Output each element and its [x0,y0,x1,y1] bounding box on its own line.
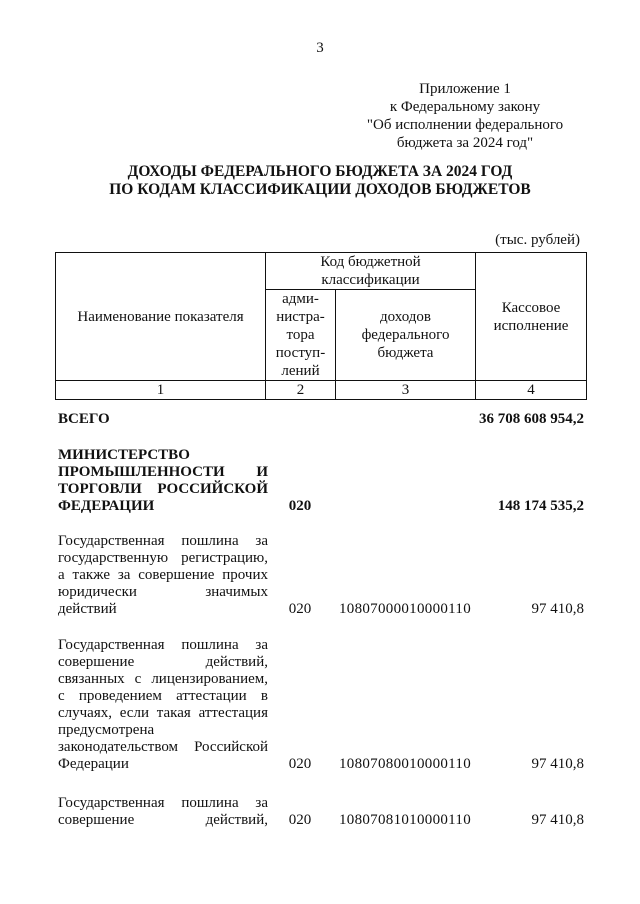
row-name-line: а также за совершение прочих [58,567,268,583]
row-amount: 97 410,8 [531,812,584,828]
row-name-line: государственную регистрацию, [58,550,268,566]
appendix-line: Приложение 1 [419,81,511,97]
row-name-line: связанных с лицензированием, [58,671,268,687]
appendix-line: "Об исполнении федерального [366,117,564,133]
title-line: ПО КОДАМ КЛАССИФИКАЦИИ ДОХОДОВ БЮДЖЕТОВ [109,181,531,198]
row-name-line: ФЕДЕРАЦИИ [58,498,155,514]
table-row [55,533,586,619]
header-revenue-line: доходов [380,309,431,325]
header-revenue-line: федерального [361,327,450,343]
appendix-line: к Федеральному закону [389,99,541,115]
header-revenue-column [336,290,476,381]
row-name [58,637,268,773]
header-admin-line: лений [281,363,320,379]
header-name-column: Наименование показателя [56,253,266,381]
row-name-line: Федерации [58,756,129,772]
row-revenue-code: 10807000010000110 [338,601,472,617]
header-admin-column [266,290,336,381]
row-name-line: с проведением аттестации в [58,688,268,704]
title-line: ДОХОДЫ ФЕДЕРАЛЬНОГО БЮДЖЕТА ЗА 2024 ГОД [127,163,513,180]
header-admin-line: нистра- [276,309,325,325]
table-row-total [55,411,586,431]
row-name-line: предусмотрена [58,722,155,738]
row-name-line: совершение действий, [58,812,268,828]
row-name-line: ВСЕГО [58,411,110,427]
row-name-line: Государственная пошлина за [58,533,268,549]
table-row-ministry [55,447,586,517]
row-amount: 97 410,8 [531,756,584,772]
header-cash-line: Кассовое [501,299,561,316]
row-name-line: действий [58,601,117,617]
row-amount: 148 174 535,2 [497,498,584,514]
column-number: 2 [266,381,336,400]
document-title [0,163,640,199]
table-row [55,795,586,831]
header-code-line: классификации [321,272,420,288]
row-name-line: юридически значимых [58,584,268,600]
header-code-line: Код бюджетной [320,254,421,270]
table-header [55,252,587,400]
row-admin-code: 020 [288,812,312,828]
row-name-line: ПРОМЫШЛЕННОСТИ И [58,464,268,480]
table-row [55,637,586,773]
row-admin-code: 020 [288,498,312,514]
header-admin-line: поступ- [275,345,326,361]
row-name-line: совершение действий, [58,654,268,670]
header-cash-column [476,253,587,381]
header-admin-line: адми- [282,291,319,307]
row-admin-code: 020 [288,756,312,772]
row-name-line: МИНИСТЕРСТВО [58,447,190,463]
header-revenue-line: бюджета [377,345,434,361]
column-number: 1 [56,381,266,400]
row-amount: 36 708 608 954,2 [479,411,584,427]
units-label: (тыс. рублей) [495,232,580,248]
header-admin-line: тора [286,327,315,343]
row-revenue-code: 10807081010000110 [338,812,472,828]
row-name [58,795,268,829]
header-code-group [266,253,476,290]
row-revenue-code: 10807080010000110 [338,756,472,772]
row-name [58,533,268,618]
header-cash-line: исполнение [493,317,569,334]
row-name-line: случаях, если такая аттестация [58,705,268,721]
row-name [58,411,268,428]
row-name-line: Государственная пошлина за [58,637,268,653]
appendix-note [360,80,570,152]
column-number: 3 [336,381,476,400]
column-number: 4 [476,381,587,400]
row-amount: 97 410,8 [531,601,584,617]
row-admin-code: 020 [288,601,312,617]
row-name [58,447,268,515]
page-number: 3 [316,40,324,56]
row-name-line: Государственная пошлина за [58,795,268,811]
row-name-line: ТОРГОВЛИ РОССИЙСКОЙ [58,481,268,497]
appendix-line: бюджета за 2024 год" [396,135,534,151]
row-name-line: законодательством Российской [58,739,268,755]
